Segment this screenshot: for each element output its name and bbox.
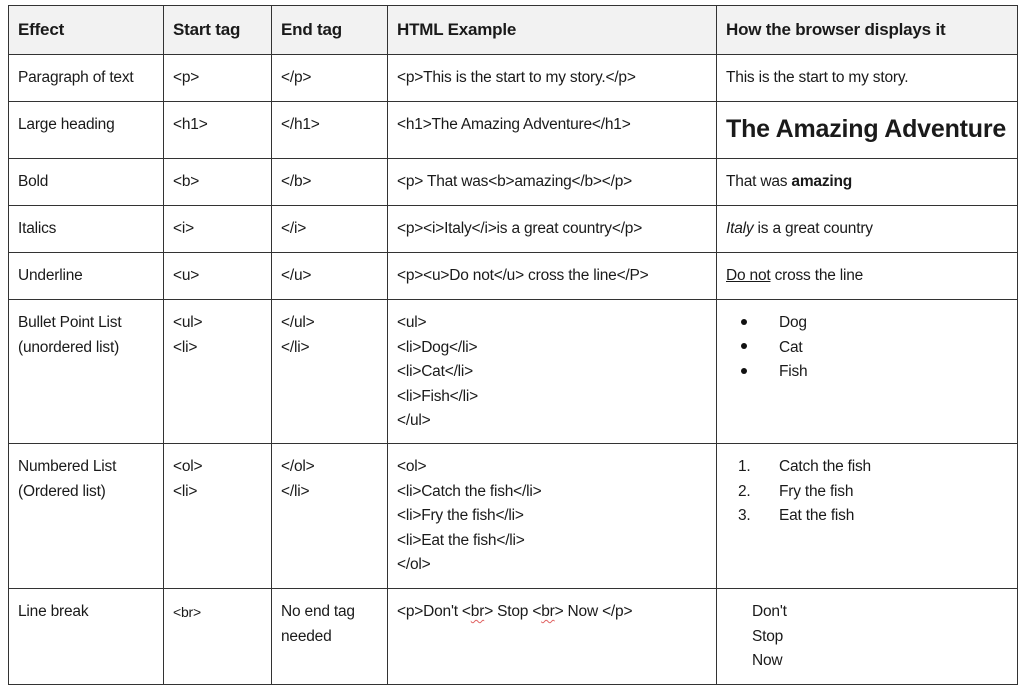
display-line: Stop <box>752 627 784 645</box>
end-tag-text: </ul> <box>281 314 315 331</box>
display-plain-text: That was <box>726 173 792 190</box>
example-fragment: <p>Don't < <box>397 603 471 620</box>
example-cell <box>388 55 717 102</box>
end-tag-text: </u> <box>281 267 312 284</box>
list-item-text: Fry the fish <box>779 482 854 500</box>
display-plain-text: is a great country <box>753 220 873 237</box>
example-text: </ol> <box>397 556 431 573</box>
table-row <box>9 253 1018 300</box>
bullet-icon <box>741 368 747 374</box>
list-item-text: Catch the fish <box>779 458 871 475</box>
effect-text: Large heading <box>18 116 115 133</box>
example-text: <li>Fish</li> <box>397 387 478 405</box>
effect-text: Italics <box>18 220 57 237</box>
display-paragraph: This is the start to my story. <box>726 69 909 86</box>
end-tag-text: </i> <box>281 220 307 237</box>
end-tag-text: </ol> <box>281 458 315 475</box>
start-tag-cell <box>164 444 272 589</box>
end-tag-cell <box>272 159 388 206</box>
html-tags-reference-table <box>8 5 1018 685</box>
effect-cell <box>9 444 164 589</box>
header-row <box>9 6 1018 55</box>
bullet-icon <box>741 319 747 325</box>
example-fragment: > Stop < <box>484 603 542 620</box>
display-plain-text: cross the line <box>770 267 864 284</box>
example-text: <li>Catch the fish</li> <box>397 482 542 500</box>
start-tag-text: <p> <box>173 69 200 86</box>
list-number: 1. <box>738 458 751 475</box>
effect-text: Numbered List <box>18 458 117 475</box>
end-tag-text: </li> <box>281 482 310 500</box>
display-bold-text: amazing <box>791 173 853 190</box>
end-tag-text: </li> <box>281 338 310 356</box>
start-tag-text: <h1> <box>173 116 208 133</box>
start-tag-text: <li> <box>173 482 198 500</box>
example-text: <li>Cat</li> <box>397 363 474 380</box>
list-number: 2. <box>738 482 751 500</box>
bullet-icon <box>741 343 747 349</box>
example-text: <p>This is the start to my story.</p> <box>397 69 636 86</box>
header-start-tag: Start tag <box>164 6 272 55</box>
header-html-example: HTML Example <box>388 6 717 55</box>
table-row <box>9 206 1018 253</box>
end-tag-cell <box>272 300 388 444</box>
start-tag-text: <li> <box>173 338 198 356</box>
start-tag-text: <ul> <box>173 314 203 331</box>
start-tag-text: <i> <box>173 220 194 237</box>
list-item-text: Eat the fish <box>779 507 855 524</box>
start-tag-text: <b> <box>173 173 200 190</box>
display-cell <box>717 253 1018 300</box>
list-item <box>726 311 1008 336</box>
header-effect: Effect <box>9 6 164 55</box>
end-tag-cell <box>272 444 388 589</box>
effect-text: Bullet Point List <box>18 314 122 331</box>
header-browser-display: How the browser displays it <box>717 6 1018 55</box>
display-heading: The Amazing Adventure <box>726 115 1007 143</box>
end-tag-text: No end tag <box>281 603 355 620</box>
effect-text: Underline <box>18 267 83 284</box>
table-row <box>9 102 1018 159</box>
effect-cell <box>9 300 164 444</box>
start-tag-cell <box>164 300 272 444</box>
start-tag-cell <box>164 102 272 159</box>
list-number: 3. <box>738 507 751 524</box>
end-tag-cell <box>272 102 388 159</box>
table-row <box>9 444 1018 589</box>
example-text: <p><i>Italy</i>is a great country</p> <box>397 220 643 237</box>
start-tag-text: <br> <box>173 604 201 620</box>
example-text: <p> That was<b>amazing</b></p> <box>397 173 633 190</box>
start-tag-cell <box>164 159 272 206</box>
example-text: <ul> <box>397 314 427 331</box>
list-item <box>726 455 1008 480</box>
table-row <box>9 300 1018 444</box>
effect-cell <box>9 102 164 159</box>
start-tag-cell <box>164 253 272 300</box>
display-line: Now <box>752 652 783 669</box>
example-text: <li>Eat the fish</li> <box>397 531 525 549</box>
example-text: <p><u>Do not</u> cross the line</P> <box>397 267 649 284</box>
effect-cell <box>9 253 164 300</box>
effect-cell <box>9 55 164 102</box>
example-cell <box>388 300 717 444</box>
example-text: </ul> <box>397 412 431 429</box>
start-tag-cell <box>164 589 272 685</box>
display-cell <box>717 589 1018 685</box>
example-text: <li>Dog</li> <box>397 338 478 356</box>
list-item <box>726 504 1008 529</box>
spellcheck-flagged-word: br <box>470 603 485 620</box>
effect-text: Paragraph of text <box>18 69 134 86</box>
end-tag-text: </b> <box>281 173 312 190</box>
effect-text: Line break <box>18 603 89 620</box>
display-underlined-text: Do not <box>726 267 771 284</box>
table-row <box>9 55 1018 102</box>
example-text: <h1>The Amazing Adventure</h1> <box>397 116 631 133</box>
display-italic-text: Italy <box>726 220 754 237</box>
effect-cell <box>9 589 164 685</box>
end-tag-cell <box>272 589 388 685</box>
list-item <box>726 360 1008 385</box>
display-cell <box>717 102 1018 159</box>
list-item-text: Dog <box>779 314 807 331</box>
end-tag-cell <box>272 55 388 102</box>
list-item-text: Fish <box>779 363 808 380</box>
example-cell <box>388 589 717 685</box>
display-cell <box>717 300 1018 444</box>
start-tag-text: <ol> <box>173 458 203 475</box>
example-text <box>397 600 707 625</box>
start-tag-text: <u> <box>173 267 200 284</box>
end-tag-cell <box>272 253 388 300</box>
table-row <box>9 159 1018 206</box>
display-cell <box>717 159 1018 206</box>
example-cell <box>388 102 717 159</box>
display-cell <box>717 444 1018 589</box>
display-cell <box>717 55 1018 102</box>
header-end-tag: End tag <box>272 6 388 55</box>
effect-cell <box>9 206 164 253</box>
effect-text: Bold <box>18 173 49 190</box>
spellcheck-flagged-word: br <box>541 603 555 620</box>
end-tag-text: </h1> <box>281 116 320 133</box>
example-cell <box>388 444 717 589</box>
table-row <box>9 589 1018 685</box>
list-item-text: Cat <box>779 338 803 356</box>
effect-text: (Ordered list) <box>18 482 106 500</box>
list-item <box>726 336 1008 361</box>
example-cell <box>388 206 717 253</box>
example-text: <li>Fry the fish</li> <box>397 507 524 524</box>
list-item <box>726 480 1008 505</box>
end-tag-cell <box>272 206 388 253</box>
display-cell <box>717 206 1018 253</box>
start-tag-cell <box>164 206 272 253</box>
example-cell <box>388 253 717 300</box>
example-text: <ol> <box>397 458 427 475</box>
example-fragment: > Now </p> <box>554 603 633 620</box>
display-line: Don't <box>752 603 787 620</box>
effect-text: (unordered list) <box>18 338 120 356</box>
end-tag-text: </p> <box>281 69 312 86</box>
start-tag-cell <box>164 55 272 102</box>
effect-cell <box>9 159 164 206</box>
example-cell <box>388 159 717 206</box>
display-bullet-list <box>726 311 1008 385</box>
end-tag-text: needed <box>281 627 332 645</box>
display-numbered-list <box>726 455 1008 529</box>
